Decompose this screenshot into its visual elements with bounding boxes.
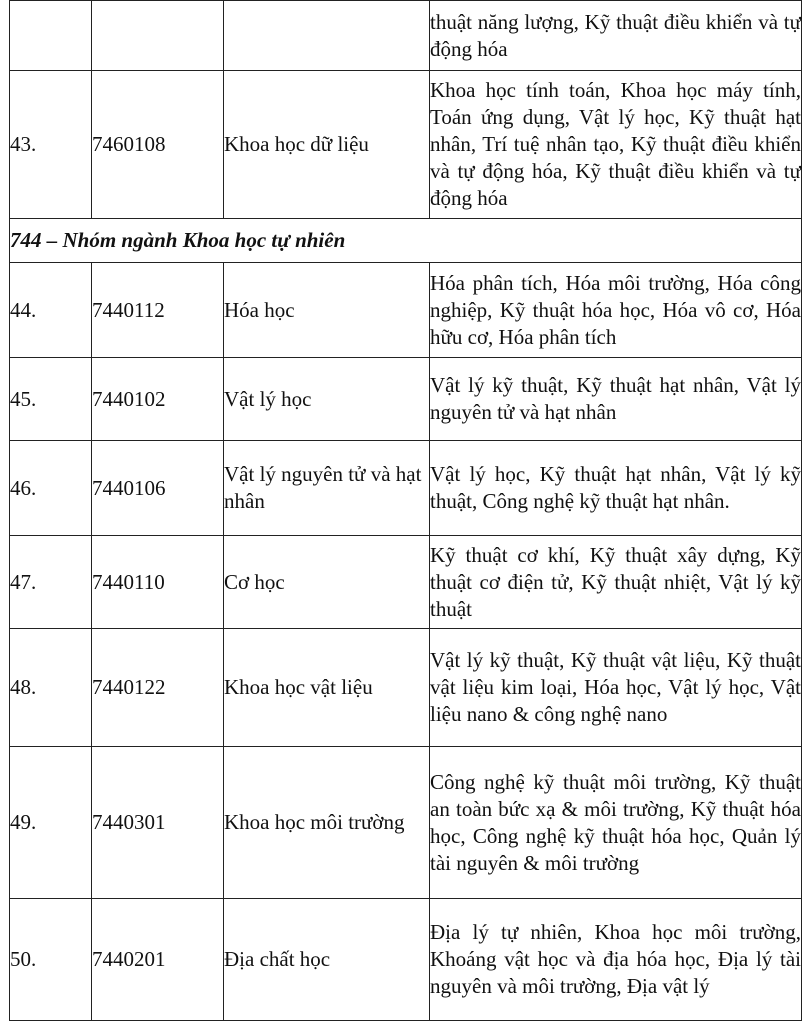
table-row xyxy=(10,629,802,747)
major-name-cell: Vật lý nguyên tử và hạt nhân xyxy=(224,441,430,536)
stt-cell xyxy=(10,1,92,71)
major-code-cell: 7440122 xyxy=(92,629,224,747)
table-row xyxy=(10,441,802,536)
stt-cell: 46. xyxy=(10,441,92,536)
stt-cell: 47. xyxy=(10,536,92,629)
major-code-cell: 7460108 xyxy=(92,71,224,219)
table-row xyxy=(10,358,802,441)
related-majors-cell: Hóa phân tích, Hóa môi trường, Hóa công nghiệp, Kỹ thuật hóa học, Hóa vô cơ, Hóa hữu cơ, Hóa phân tích xyxy=(430,263,802,358)
major-name-cell: Cơ học xyxy=(224,536,430,629)
stt-cell: 49. xyxy=(10,747,92,899)
stt-cell: 43. xyxy=(10,71,92,219)
group-header-label: 744 – Nhóm ngành Khoa học tự nhiên xyxy=(10,219,802,263)
major-code-cell xyxy=(92,1,224,71)
major-name-cell xyxy=(224,1,430,71)
stt-cell: 50. xyxy=(10,899,92,1021)
table-row xyxy=(10,1,802,71)
related-majors-cell: Vật lý kỹ thuật, Kỹ thuật hạt nhân, Vật lý nguyên tử và hạt nhân xyxy=(430,358,802,441)
major-code-cell: 7440301 xyxy=(92,747,224,899)
related-majors-cell: Công nghệ kỹ thuật môi trường, Kỹ thuật an toàn bức xạ & môi trường, Kỹ thuật hóa học, Công nghệ kỹ thuật hóa học, Quản lý tài nguyên & môi trường xyxy=(430,747,802,899)
related-majors-cell: Vật lý kỹ thuật, Kỹ thuật vật liệu, Kỹ thuật vật liệu kim loại, Hóa học, Vật lý học, Vật liệu nano & công nghệ nano xyxy=(430,629,802,747)
major-code-cell: 7440106 xyxy=(92,441,224,536)
majors-table xyxy=(9,0,802,1021)
major-name-cell: Khoa học dữ liệu xyxy=(224,71,430,219)
major-name-cell: Khoa học vật liệu xyxy=(224,629,430,747)
related-majors-cell: Khoa học tính toán, Khoa học máy tính, Toán ứng dụng, Vật lý học, Kỹ thuật hạt nhân, Trí tuệ nhân tạo, Kỹ thuật điều khiển và tự động hóa, Kỹ thuật điều khiển và tự động hóa xyxy=(430,71,802,219)
related-majors-cell: Vật lý học, Kỹ thuật hạt nhân, Vật lý kỹ thuật, Công nghệ kỹ thuật hạt nhân. xyxy=(430,441,802,536)
major-name-cell: Khoa học môi trường xyxy=(224,747,430,899)
table-row xyxy=(10,536,802,629)
stt-cell: 45. xyxy=(10,358,92,441)
stt-cell: 48. xyxy=(10,629,92,747)
group-header-row xyxy=(10,219,802,263)
table-row xyxy=(10,71,802,219)
stt-cell: 44. xyxy=(10,263,92,358)
major-code-cell: 7440110 xyxy=(92,536,224,629)
table-row xyxy=(10,899,802,1021)
major-code-cell: 7440112 xyxy=(92,263,224,358)
major-name-cell: Địa chất học xyxy=(224,899,430,1021)
related-majors-cell: Địa lý tự nhiên, Khoa học môi trường, Khoáng vật học và địa hóa học, Địa lý tài nguyên và môi trường, Địa vật lý xyxy=(430,899,802,1021)
major-code-cell: 7440102 xyxy=(92,358,224,441)
major-name-cell: Hóa học xyxy=(224,263,430,358)
majors-table-body xyxy=(10,1,802,1021)
related-majors-cell: thuật năng lượng, Kỹ thuật điều khiển và tự động hóa xyxy=(430,1,802,71)
table-row xyxy=(10,263,802,358)
major-name-cell: Vật lý học xyxy=(224,358,430,441)
major-code-cell: 7440201 xyxy=(92,899,224,1021)
related-majors-cell: Kỹ thuật cơ khí, Kỹ thuật xây dựng, Kỹ thuật cơ điện tử, Kỹ thuật nhiệt, Vật lý kỹ thuật xyxy=(430,536,802,629)
table-row xyxy=(10,747,802,899)
